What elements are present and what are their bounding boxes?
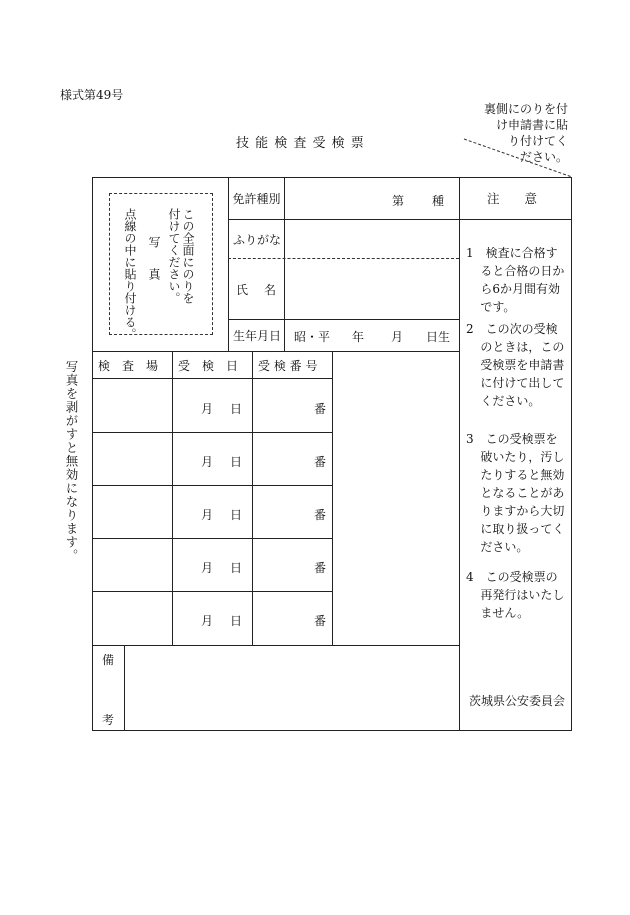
exam-day: 日 (230, 508, 243, 522)
birth-era: 昭・平 (294, 330, 331, 344)
paste-instruction-line: け申請書に貼 (495, 118, 568, 132)
paste-instruction-line: ださい。 (519, 150, 568, 164)
name-label (236, 259, 276, 319)
photo-label: 写 真 (147, 236, 161, 284)
remarks-label-top: 備 (102, 653, 115, 667)
form-number: 様式第49号 (60, 88, 124, 102)
exam-place-header: 検 査 場 (98, 358, 159, 373)
birth-year: 年 (352, 330, 365, 344)
birth-label: 生年月日 (233, 329, 282, 343)
form-title: 技 能 検 査 受 検 票 (236, 136, 365, 151)
notice-item-text: 3 この受検票を破いたり，汚したりすると無効となることがありますから大切に取り扱ってください。 (466, 432, 565, 554)
exam-number-header: 受 検 番 号 (258, 358, 318, 373)
leader-line (462, 136, 574, 180)
exam-date-header: 受 検 日 (178, 358, 239, 373)
photo-paste-text: 点線の中に貼り付ける。 (123, 208, 137, 340)
exam-day: 日 (230, 561, 243, 575)
notice-title: 注 意 (487, 191, 538, 206)
notice-item-text: 4 この受検票の再発行はいたしません。 (466, 570, 565, 620)
birth-month: 月 (391, 330, 404, 344)
exam-month: 月 (201, 508, 214, 522)
issuer: 茨城県公安委員会 (469, 694, 566, 708)
exam-day: 日 (230, 455, 243, 469)
exam-day: 日 (230, 614, 243, 628)
license-type-label: 免許種別 (232, 192, 281, 206)
license-type-shu: 種 (432, 194, 445, 208)
exam-day: 日 (230, 402, 243, 416)
remarks-label-bottom: 考 (102, 713, 115, 727)
exam-number: 番 (314, 455, 327, 469)
paste-instruction-line: 裏側にのりを付 (483, 102, 568, 116)
exam-month: 月 (201, 614, 214, 628)
paste-instruction-line: り付けてく (507, 134, 568, 148)
photo-area[interactable] (109, 193, 213, 340)
exam-number: 番 (314, 402, 327, 416)
notice-item-text: 1 検査に合格すると合格の日から6か月間有効です。 (466, 246, 565, 314)
name-field[interactable] (286, 260, 458, 318)
notice-item-1 (466, 244, 566, 316)
notice-item-3 (466, 430, 566, 556)
exam-number: 番 (314, 614, 327, 628)
photo-removal-warning: 写真を剥がすと無効になります。 (64, 360, 79, 563)
furigana-field[interactable] (286, 221, 458, 257)
exam-month: 月 (201, 455, 214, 469)
photo-glue-text-1: この全面にのりを (181, 208, 195, 304)
notice-item-2 (466, 320, 566, 410)
exam-number: 番 (314, 561, 327, 575)
exam-month: 月 (201, 402, 214, 416)
license-type-dai: 第 (392, 194, 405, 208)
birth-day: 日生 (426, 330, 451, 344)
exam-month: 月 (201, 561, 214, 575)
notice-item-4 (466, 568, 566, 622)
photo-glue-text-2: 付けてください。 (167, 208, 181, 304)
name-label-char: 名 (263, 282, 276, 297)
exam-number: 番 (314, 508, 327, 522)
name-label-char: 氏 (236, 282, 249, 297)
remarks-field[interactable] (126, 647, 458, 729)
notice-item-text: 2 この次の受検のときは，この受検票を申請書に付けて出してください。 (466, 322, 565, 408)
furigana-label: ふりがな (233, 232, 282, 247)
